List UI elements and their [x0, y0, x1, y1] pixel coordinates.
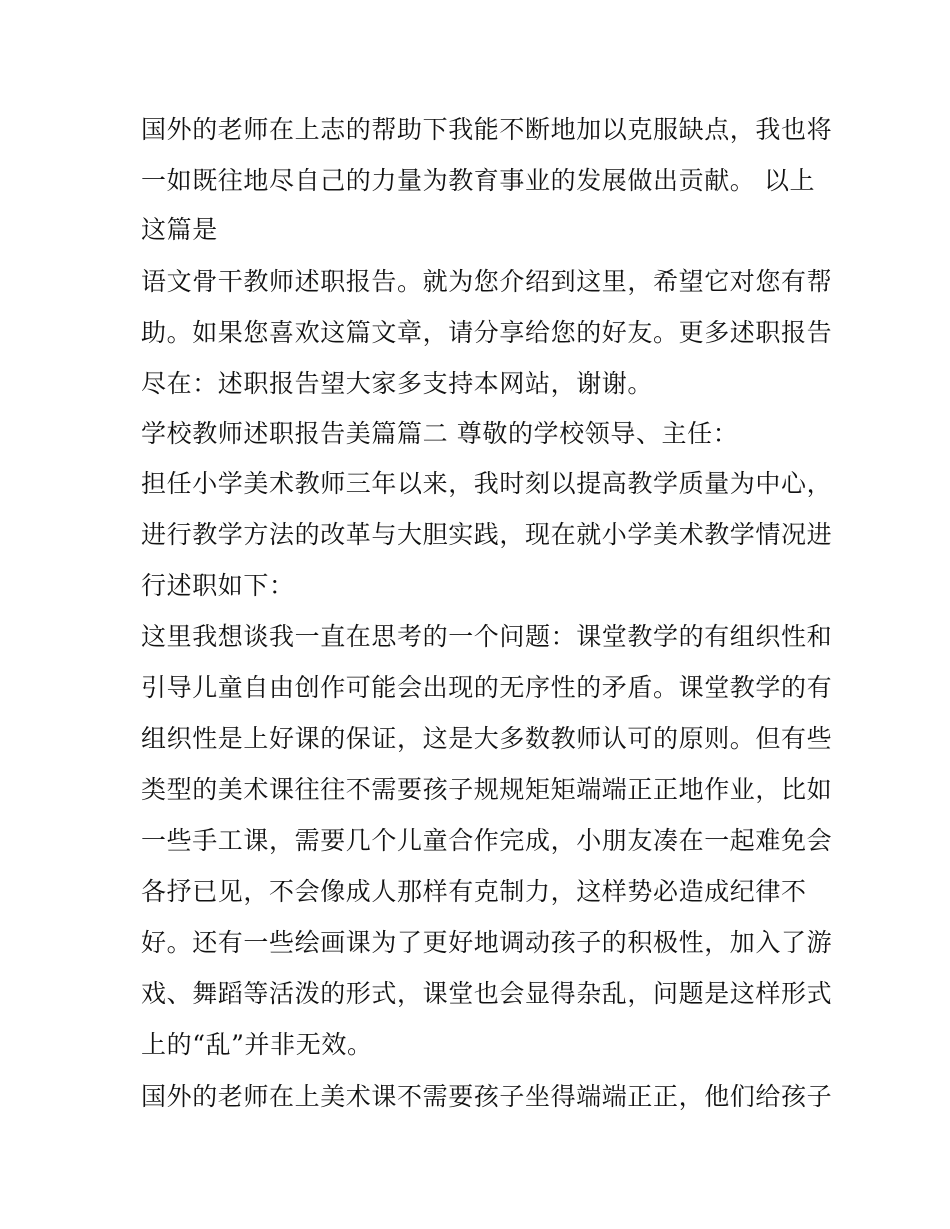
text-line: 这篇是 [141, 215, 218, 244]
text-line: 助。如果您喜欢这篇文章，请分享给您的好友。更多述职报告 [141, 318, 833, 347]
text-line: 各抒已见，不会像成人那样有克制力，这样势必造成纪律不 [141, 877, 807, 906]
text-line: 引导儿童自由创作可能会出现的无序性的矛盾。课堂教学的有 [141, 673, 833, 702]
text-line: 国外的老师在上美术课不需要孩子坐得端端正正，他们给孩子 [141, 1082, 833, 1111]
text-line: 尽在：述职报告望大家多支持本网站，谢谢。 [141, 369, 654, 398]
text-line: 国外的老师在上志的帮助下我能不断地加以克服缺点，我也将 [141, 115, 833, 144]
text-line: 进行教学方法的改革与大胆实践，现在就小学美术教学情况进 [141, 520, 833, 549]
text-line: 组织性是上好课的保证，这是大多数教师认可的原则。但有些 [141, 724, 833, 753]
text-line: 担任小学美术教师三年以来，我时刻以提高教学质量为中心， [141, 469, 833, 498]
text-line: 戏、舞蹈等活泼的形式，课堂也会显得杂乱，问题是这样形式 [141, 979, 833, 1008]
text-line: 行述职如下： [141, 571, 295, 600]
text-line: 这里我想谈我一直在思考的一个问题：课堂教学的有组织性和 [141, 622, 833, 651]
text-line: 类型的美术课往往不需要孩子规规矩矩端端正正地作业，比如 [141, 775, 833, 804]
text-line: 好。还有一些绘画课为了更好地调动孩子的积极性，加入了游 [141, 928, 833, 957]
text-line: 上的“乱”并非无效。 [141, 1030, 373, 1059]
text-line: 一如既往地尽自己的力量为教育事业的发展做出贡献。 以上 [141, 166, 816, 195]
text-line: 一些手工课，需要几个儿童合作完成，小朋友凑在一起难免会 [141, 826, 833, 855]
section-heading-line: 学校教师述职报告美篇篇二 尊敬的学校领导、主任： [141, 419, 739, 448]
text-line: 语文骨干教师述职报告。就为您介绍到这里，希望它对您有帮 [141, 267, 833, 296]
